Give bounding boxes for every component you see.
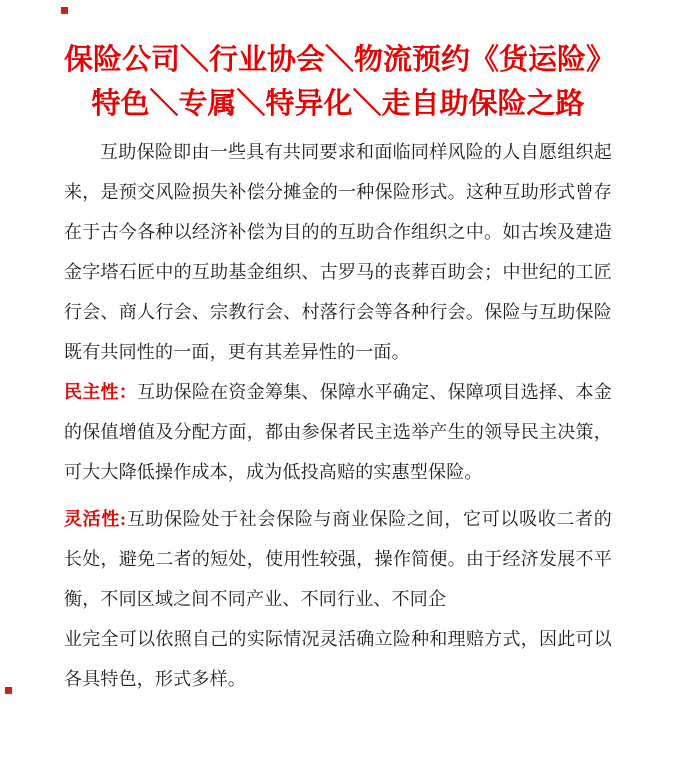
paragraph-intro [64, 132, 612, 372]
paragraph-democracy-lead: 民主性： [64, 382, 138, 402]
red-square-marker-top [61, 7, 68, 14]
paragraph-democracy-text: 互助保险在资金筹集、保障水平确定、保障项目选择、本金的保值增值及分配方面，都由参保者民主选举产生的领导民主决策，可大大降低操作成本，成为低投高赔的实惠型保险。 [64, 382, 612, 482]
paragraph-flexibility-text: 互助保险处于社会保险与商业保险之间，它可以吸收二者的长处，避免二者的短处，使用性较强，操作简便。由于经济发展不平衡，不同区域之间不同产业、不同行业、不同企 [64, 509, 612, 609]
paragraph-intro-text: 互助保险即由一些具有共同要求和面临同样风险的人自愿组织起来，是预交风险损失补偿分摊金的一种保险形式。这种互助形式曾存在于古今各种以经济补偿为目的的互助合作组织之中。如古埃及建造金字塔石匠中的互助基金组织、古罗马的丧葬百助会；中世纪的工匠行会、商人行会、宗教行会、村落行会等各种行会。保险与互助保险既有共同性的一面，更有其差异性的一面。 [64, 142, 612, 362]
title-line-1: 保险公司＼行业协会＼物流预约《货运险》 [64, 44, 616, 76]
paragraph-continuation-text: 业完全可以依照自己的实际情况灵活确立险种和理赔方式，因此可以各具特色，形式多样。 [64, 629, 612, 689]
paragraph-democracy [64, 372, 612, 492]
paragraph-flexibility [64, 499, 612, 619]
red-square-marker-bottom [5, 687, 12, 694]
paragraph-flexibility-lead: 灵活性: [64, 509, 127, 529]
title-line-2: 特色＼专属＼特异化＼走自助保险之路 [91, 88, 585, 120]
document-title [64, 38, 616, 126]
paragraph-continuation [64, 619, 612, 699]
